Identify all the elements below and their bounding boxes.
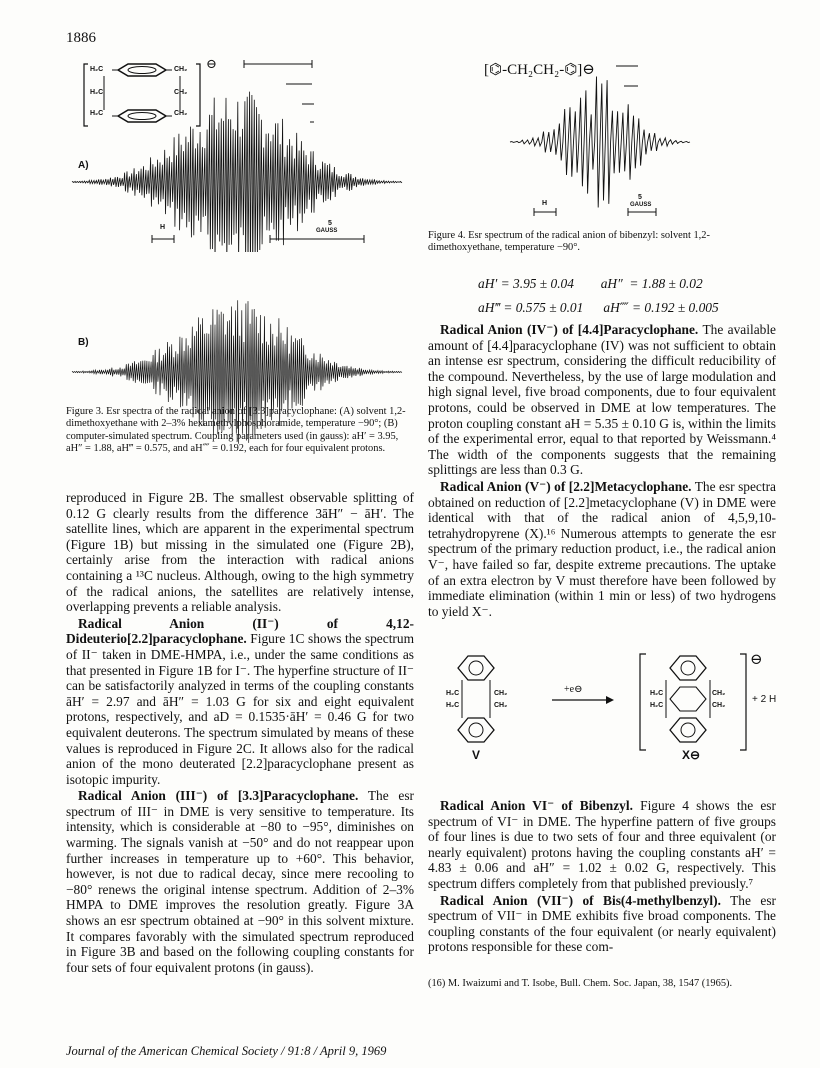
scheme-h2c-label-3: H₂C [650,690,664,697]
left-paragraph-1: reproduced in Figure 2B. The smallest observable splitting of 0.12 G clearly results from the difference 3āH″ − āH′. The satellite lines, which are apparent in the experimental spectrum (Figure 1B) but missing in the simulated one (Figure 2B), certainly arise from the interaction with radical anions containing a ¹³C nucleus. Although, owing to the high symmetry of the radical anions, the satellites are relatively intense, overlapping prevents a reliable analysis. [66,490,414,615]
scale-bars-fig3 [142,227,372,247]
left-column [66,490,414,976]
fig4-scale-h-label: H [542,200,548,207]
right-paragraph-2-body: The esr spectra obtained on reduction of [2.2]metacyclophane (V) in DME were identical with that of the radical anion of 4,5,9,10-tetrahydropyrene (X).¹⁶ Numerous attempts to generate the esr spectrum of the primary reduction product, i.e., the radical anion V⁻, have failed so far, despite extreme precautions. The uptake of an extra electron by V must therefore have been followed by immediate elimination (within 1 min or less) of two hydrogens to yield X⁻. [428,478,776,619]
right-column-upper [428,322,776,620]
mol-label-ch2-2: CH₂ [174,89,188,96]
coupling-equation-1: aH′ = 3.95 ± 0.04 aH″ = 1.88 ± 0.02 [478,276,703,291]
heading-radical-anion-ii: Radical Anion (II⁻) of 4,12-Dideuterio[2.2]paracyclophane. [66,615,414,647]
scheme-ch2-label-1: CH₂ [494,690,508,697]
heading-radical-anion-vii: Radical Anion (VII⁻) of Bis(4-methylbenzyl). [440,892,721,908]
esr-spectrum-a [62,52,412,252]
right-paragraph-1 [428,322,776,478]
left-paragraph-2 [66,616,414,788]
right-paragraph-4 [428,893,776,955]
spectrum-a-label: A) [78,160,89,171]
scale-5-label: 5 [328,220,332,227]
mol-label-h2c-2: H₂C [90,89,104,96]
scale-gauss-label: GAUSS [316,228,338,234]
journal-footer: Journal of the American Chemical Society / 91:8 / April 9, 1969 [66,1044,387,1058]
fig4-scale-5-label: 5 [638,194,642,201]
coupling-equation-2: aH‴ = 0.575 ± 0.01 aH⁗ = 0.192 ± 0.005 [478,300,719,315]
fig4-scale-gauss-label: GAUSS [630,202,652,208]
mol-label-ch2-3: CH₂ [174,110,188,117]
heading-radical-anion-iii: Radical Anion (III⁻) of [3.3]Paracyclophane. [78,788,359,804]
bibenzyl-formula: [⌬-CH₂CH₂-⌬]⊖ [484,62,595,78]
left-paragraph-3 [66,788,414,975]
page-number: 1886 [66,30,96,46]
figure-3-caption: Figure 3. Esr spectra of the radical anion of [3.3]paracyclophane: (A) solvent 1,2-dimethoxyethane with 2–3% hexamethylphosphoramide, temperature −90°; (B) computer-simulated spectrum. Coupling parameters used (in gauss): aH′ = 3.95, aH″ = 1.88, aH‴ = 0.575, and aH⁗ = 0.192, each for four equivalent protons. [66,406,406,455]
scheme-h2c-label-2: H₂C [446,702,460,709]
right-paragraph-2 [428,479,776,619]
right-paragraph-3 [428,798,776,892]
left-paragraph-2-body: Figure 1C shows the spectrum of II⁻ taken in DME-HMPA, i.e., under the same conditions as that presented in Figure 1B for I⁻. The hyperfine structure of II⁻ can be satisfactorily analyzed in terms of the coupling constants āH′ = 2.97 and āH″ = 1.03 G for six and eight equivalent protons, respectively, and aD = 0.1535·āH′ = 0.46 G for two equivalent deuterons. The spectrum simulated by means of these values is reproduced in Figure 2C. It allows also for the radical anion of the mono deuterated [2.2]paracyclophane present as isotopic impurity. [66,631,414,787]
figure-4 [440,52,760,222]
mol-label-ch2-1: CH₂ [174,66,188,73]
scheme-product-h: + 2 H [752,694,777,705]
figure-4-caption: Figure 4. Esr spectrum of the radical anion of bibenzyl: solvent 1,2-dimethoxyethane, temperature −90°. [428,230,710,254]
footnote-16: (16) M. Iwaizumi and T. Isobe, Bull. Chem. Soc. Japan, 38, 1547 (1965). [428,978,733,989]
anion-charge: ⊖ [206,56,217,71]
heading-radical-anion-vi: Radical Anion VI⁻ of Bibenzyl. [440,798,633,813]
mol-label-h2c-1: H₂C [90,66,104,73]
reaction-scheme [428,650,778,765]
scheme-h2c-label-4: H₂C [650,702,664,709]
left-paragraph-3-body: The esr spectrum of III⁻ in DME is very sensitive to temperature. Its intensity, which is considerable at −80 to −95°, diminishes on warming. The signals vanish at −50° and do not reappear upon further increases in temperature up to +60°. This behavior, however, is not due to radical decay, since mere recooling to −80° renews the original intense spectrum. Addition of 2–3% HMPA to DME improves the resolution greatly. Figure 3A shows an esr spectrum obtained at −90° in this solvent mixture. It compares favorably with the simulated spectrum reproduced in Figure 3B and based on the following coupling constants for four sets of four equivalent protons (in gauss). [66,788,414,975]
scheme-ch2-label-3: CH₂ [712,690,726,697]
heading-radical-anion-iv: Radical Anion (IV⁻) of [4.4]Paracyclophane. [440,322,699,337]
reaction-scheme-drawing [428,650,778,765]
heading-radical-anion-v: Radical Anion (V⁻) of [2.2]Metacyclophane. [440,478,692,494]
scheme-ch2-label-4: CH₂ [712,702,726,709]
scale-h-label: H [160,224,166,231]
right-paragraph-3-body: Figure 4 shows the esr spectrum of VI⁻ in DME. The hyperfine pattern of five groups of four lines is due to two sets of four and three equivalent (or nearly equivalent) protons having the coupling constants aH′ = 4.83 ± 0.06 and aH″ = 1.02 ± 0.02 G, respectively. This spectrum differs completely from that published previously.⁷ [428,798,776,891]
spectrum-b-label: B) [78,337,89,348]
mol-label-h2c-3: H₂C [90,110,104,117]
scheme-reagent: +e⊖ [564,684,583,695]
scheme-label-v: V [472,748,481,762]
scheme-h2c-label-1: H₂C [446,690,460,697]
right-paragraph-4-body: The esr spectrum of VII⁻ in DME exhibits five broad components. The coupling constants of the four equivalent (or nearly equivalent) protons responsible for these com- [428,892,776,955]
scheme-charge: ⊖ [750,652,763,668]
figure-3 [62,52,412,452]
scheme-ch2-label-2: CH₂ [494,702,508,709]
right-paragraph-1-body: The available amount of [4.4]paracyclophane (IV) was not sufficient to obtain an intense esr spectrum, considering the difficult reducibility of the compound. Nevertheless, by the use of large modulation and high signal level, five broad components, due to four equivalent protons, could be observed in DME at low temperatures. The proton coupling constant aH = 5.35 ± 0.10 G is, within the limits of the experimental error, equal to that reported by Weissmann.⁴ The width of the components suggests that the remaining splittings are less than 0.3 G. [428,322,776,478]
right-column-lower [428,798,776,956]
scheme-label-x: X⊖ [682,748,701,762]
esr-spectrum-fig4 [440,52,760,222]
